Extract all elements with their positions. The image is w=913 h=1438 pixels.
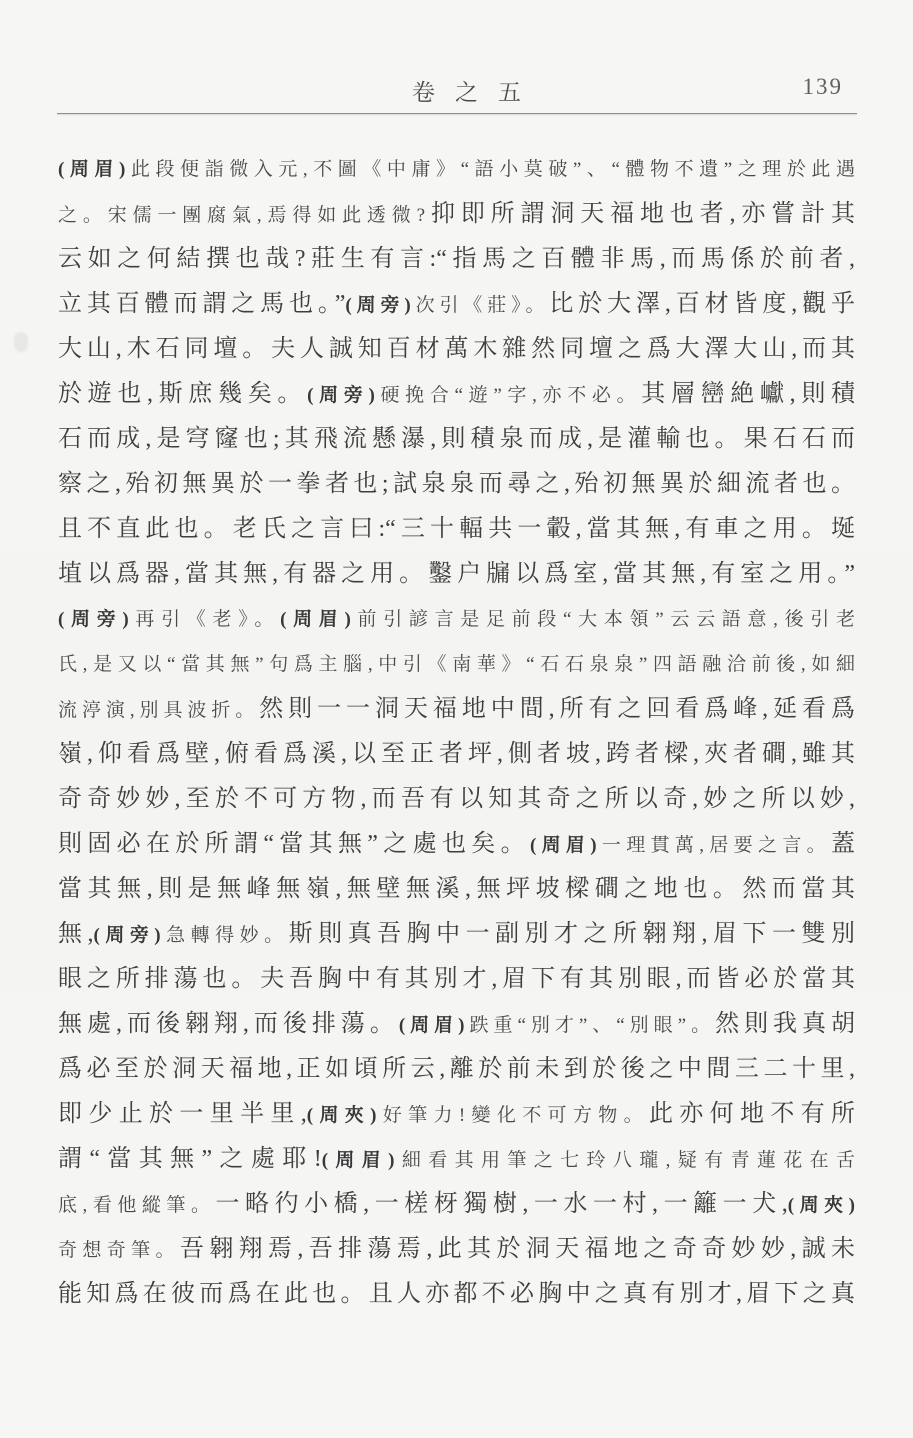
- text-segment-main: 立其百體而謂之馬也。”: [58, 291, 346, 317]
- text-line: [58, 687, 855, 732]
- text-line: [58, 1227, 855, 1272]
- text-segment-comm: 再引《老》。: [128, 609, 281, 630]
- text-line: [58, 147, 855, 192]
- text-line: [58, 282, 855, 327]
- text-segment-comm: 次引《莊》。: [410, 295, 550, 316]
- text-line: [58, 462, 855, 507]
- text-segment-main: 察之,殆初無異於一拳者也;試泉泉而尋之,殆初無異於細流者也。: [58, 471, 855, 497]
- text-line: [58, 192, 855, 237]
- text-segment-comm: 氏,是又以“當其無”句爲主腦,中引《南華》“石石泉泉”四語融洽前後,如細: [58, 654, 855, 675]
- text-segment-main: 一略彴小橋,一槎枒獨樹,一水一村,一籬一犬,: [215, 1191, 788, 1217]
- text-segment-main: 云如之何結撰也哉?莊生有言:“指馬之百體非馬,而馬係於前者,: [58, 246, 855, 272]
- text-segment-main: 無,: [58, 921, 94, 947]
- header-rule: [57, 113, 857, 114]
- text-segment-main: 大山,木石同壇。夫人誠知百材萬木雜然同壇之爲大澤大山,而其: [58, 336, 855, 362]
- text-segment-comm: 之。宋儒一團腐氣,焉得如此透微?: [58, 205, 426, 226]
- text-line: [58, 642, 855, 687]
- text-segment-main: 然則一一洞天福地中間,所有之回看爲峰,延看爲: [259, 696, 855, 722]
- text-segment-main: 且不直此也。老氏之言曰:“三十輻共一轂,當其無,有車之用。埏: [58, 516, 855, 542]
- text-segment-main: 眼之所排蕩也。夫吾胸中有其別才,眉下有其別眼,而皆必於當其: [58, 966, 855, 992]
- text-segment-marker: (周旁): [345, 295, 411, 316]
- body-text: [58, 147, 855, 1317]
- text-segment-comm: 好筆力!變化不可方物。: [376, 1105, 649, 1126]
- text-line: [58, 1272, 855, 1317]
- text-line: [58, 1182, 855, 1227]
- page-number: 139: [802, 74, 843, 99]
- text-segment-main: 然則我真胡: [715, 1011, 855, 1037]
- text-line: [58, 732, 855, 777]
- text-segment-comm: 流渟演,別具波折。: [58, 700, 260, 721]
- text-segment-comm: 一理貫萬,居要之言。: [596, 835, 831, 856]
- text-line: [58, 777, 855, 822]
- text-segment-marker: (周旁): [58, 609, 129, 630]
- text-segment-comm: 跌重“別才”、“別眼”。: [464, 1015, 716, 1036]
- text-segment-marker: (周眉): [398, 1015, 465, 1036]
- text-segment-comm: 硬挽合“遊”字,亦不必。: [374, 385, 642, 406]
- text-segment-marker: (周眉): [58, 159, 126, 180]
- text-segment-main: 爲必至於洞天福地,正如頃所云,離於前未到於後之中間三二十里,: [58, 1056, 855, 1082]
- text-segment-main: 其層巒絶巘,則積: [641, 381, 855, 407]
- text-segment-main: 能知爲在彼而爲在此也。且人亦都不必胸中之真有別才,眉下之真: [58, 1281, 855, 1307]
- text-line: [58, 912, 855, 957]
- text-segment-main: 此亦何地不有所: [648, 1101, 855, 1127]
- text-segment-marker: (周夾): [306, 1105, 377, 1126]
- text-segment-comm: 奇想奇筆。: [58, 1240, 180, 1261]
- text-segment-marker: (周旁): [93, 925, 161, 946]
- text-segment-main: 奇奇妙妙,至於不可方物,而吾有以知其奇之所以奇,妙之所以妙,: [58, 786, 855, 812]
- text-segment-comm: 急轉得妙。: [160, 925, 289, 946]
- text-line: [58, 1092, 855, 1137]
- text-segment-comm: 細看其用筆之七玲八瓏,疑有青蓮花在舌: [394, 1150, 855, 1171]
- text-segment-main: 當其無,則是無峰無嶺,無壁無溪,無坪坡樑磵之地也。然而當其: [58, 876, 855, 902]
- text-line: [58, 237, 855, 282]
- text-segment-marker: (周眉): [280, 609, 351, 630]
- text-segment-main: 嶺,仰看爲壁,俯看爲溪,以至正者坪,側者坡,跨者樑,夾者磵,雖其: [58, 741, 855, 767]
- text-line: [58, 1047, 855, 1092]
- text-line: [58, 867, 855, 912]
- text-segment-main: 則固必在於所謂“當其無”之處也矣。: [58, 831, 530, 857]
- scan-artifact: [14, 332, 28, 352]
- text-segment-marker: (周旁): [307, 385, 375, 406]
- text-segment-main: 斯則真吾胸中一副別才之所翱翔,眉下一雙別: [288, 921, 855, 947]
- text-segment-main: 無處,而後翱翔,而後排蕩。: [58, 1011, 399, 1037]
- text-segment-comm: 底,看他縱筆。: [58, 1195, 216, 1216]
- text-segment-main: 石而成,是穹窿也;其飛流懸瀑,則積泉而成,是灌輸也。果石石而: [58, 426, 855, 452]
- text-line: [58, 327, 855, 372]
- page-title: 卷之五: [412, 80, 541, 105]
- text-line: [58, 822, 855, 867]
- text-segment-main: 抑即所謂洞天福地也者,亦嘗計其: [425, 201, 855, 227]
- text-line: [58, 507, 855, 552]
- text-line: [58, 372, 855, 417]
- text-line: [58, 552, 855, 597]
- text-segment-main: 比於大澤,百材皆度,觀乎: [549, 291, 855, 317]
- text-segment-marker: (周眉): [529, 835, 597, 856]
- text-line: [58, 1002, 855, 1047]
- text-line: [58, 957, 855, 1002]
- text-segment-marker: (周夾): [787, 1195, 855, 1216]
- text-segment-main: 吾翱翔焉,吾排蕩焉,此其於洞天福地之奇奇妙妙,誠未: [179, 1236, 855, 1262]
- text-segment-main: 即少止於一里半里,: [58, 1101, 307, 1127]
- text-segment-comm: 此段便詣微入元,不圖《中庸》“語小莫破”、“體物不遺”之理於此遇: [125, 159, 855, 180]
- text-segment-main: 於遊也,斯庶幾矣。: [58, 381, 308, 407]
- text-segment-main: 埴以爲器,當其無,有器之用。鑿户牖以爲室,當其無,有室之用。”: [58, 561, 855, 587]
- text-segment-main: 蓋: [831, 831, 855, 857]
- text-line: [58, 1137, 855, 1182]
- text-segment-comm: 前引諺言是足前段“大本領”云云語意,後引老: [350, 609, 855, 630]
- text-line: [58, 417, 855, 462]
- text-segment-marker: (周眉): [321, 1150, 395, 1171]
- text-segment-main: 謂“當其無”之處耶!: [58, 1146, 322, 1172]
- text-line: [58, 597, 855, 642]
